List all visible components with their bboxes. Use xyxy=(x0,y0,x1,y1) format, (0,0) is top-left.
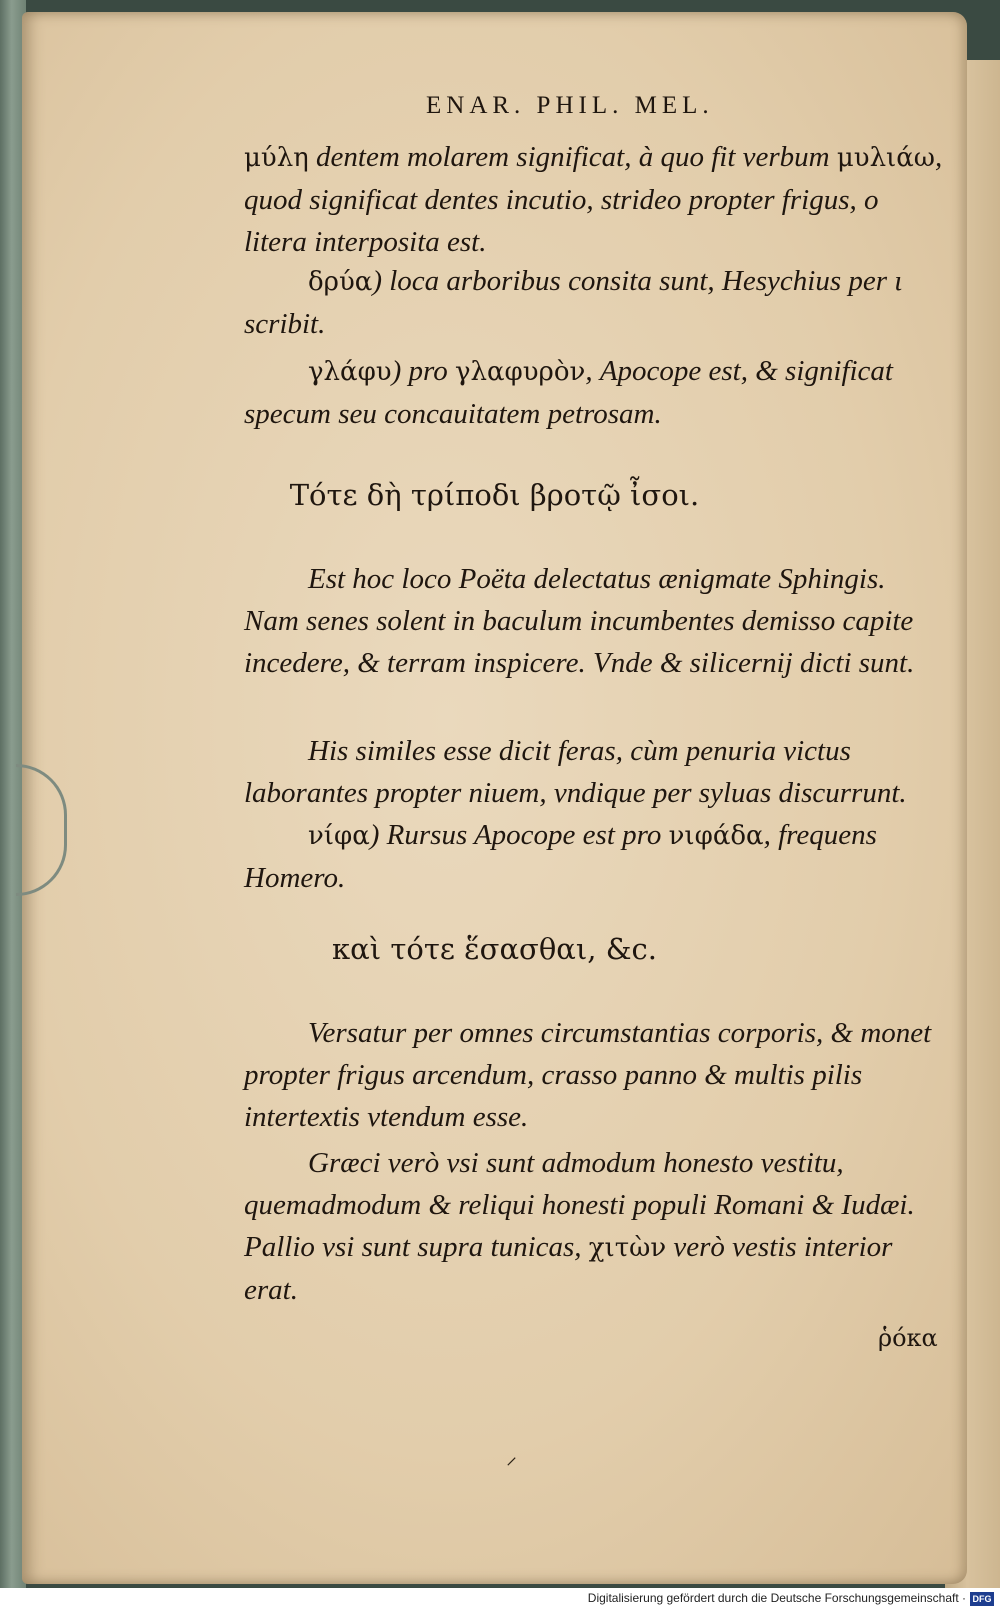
paragraph-glaphy xyxy=(244,350,944,435)
greek-word: δρύα xyxy=(308,267,373,297)
greek-word: γλαφυρὸν xyxy=(454,357,586,387)
running-head: ENAR. PHIL. MEL. xyxy=(426,92,714,119)
latin-text: , frequens Homero. xyxy=(244,819,877,894)
quote-tote-de: Τότε δὴ τρίποδι βροτῷ ἶσοι. xyxy=(289,478,700,512)
paragraph-versatur: Versatur per omnes circumstantias corporis, & monet propter frigus arcendum, crasso panno & multis pilis intertextis vtendum esse. xyxy=(244,1017,932,1133)
greek-word: γλάφυ xyxy=(308,357,392,387)
page-clasp xyxy=(16,764,67,896)
latin-text: , quod significat dentes incutio, strideo propter frigus, o litera interposita est. xyxy=(244,141,943,258)
catchword: ῥόκα xyxy=(878,1324,938,1352)
footer-credit: Digitalisierung gefördert durch die Deutsche Forschungsgemeinschaft · xyxy=(587,1591,966,1605)
paragraph-drya xyxy=(244,260,944,345)
quote-kai-tote: καὶ τότε ἕσασθαι, &c. xyxy=(332,932,657,966)
latin-text: verò vestis interior erat. xyxy=(244,1231,893,1306)
latin-text: dentem molarem significat, à quo fit verbum xyxy=(308,141,837,173)
greek-word: μύλη xyxy=(244,143,309,173)
greek-word: νιφάδα xyxy=(668,821,764,851)
book-page xyxy=(22,12,967,1584)
ink-mark: ⸍ xyxy=(506,1453,518,1478)
latin-text: , Apocope est, & significat specum seu concauitatem petrosam. xyxy=(244,355,893,430)
greek-word: χιτὼν xyxy=(588,1233,667,1263)
latin-text: ) loca arboribus consita sunt, Hesychius per ι scribit. xyxy=(244,265,903,340)
greek-word: μυλιάω xyxy=(836,143,936,173)
paragraph-feras: His similes esse dicit feras, cùm penuria victus laborantes propter niuem, vndique per syluas discurrunt. xyxy=(244,735,907,809)
latin-text: ) pro xyxy=(391,355,455,387)
latin-text: Græci verò vsi sunt admodum honesto vestitu, quemadmodum & reliqui honesti populi Romani & Iudæi. Pallio vsi sunt supra tunicas, xyxy=(244,1147,915,1263)
paragraph-sphinx: Est hoc loco Poëta delectatus ænigmate Sphingis. Nam senes solent in baculum incumbentes demisso capite incedere, & terram inspicere. Vnde & silicernij dicti sunt. xyxy=(244,563,915,679)
dfg-logo: DFG xyxy=(970,1592,994,1606)
paragraph-nipha xyxy=(244,814,944,899)
paragraph-myle xyxy=(244,136,944,263)
latin-text: ) Rursus Apocope est pro xyxy=(369,819,669,851)
paragraph-graeci xyxy=(244,1142,944,1311)
greek-word: νίφα xyxy=(308,821,370,851)
